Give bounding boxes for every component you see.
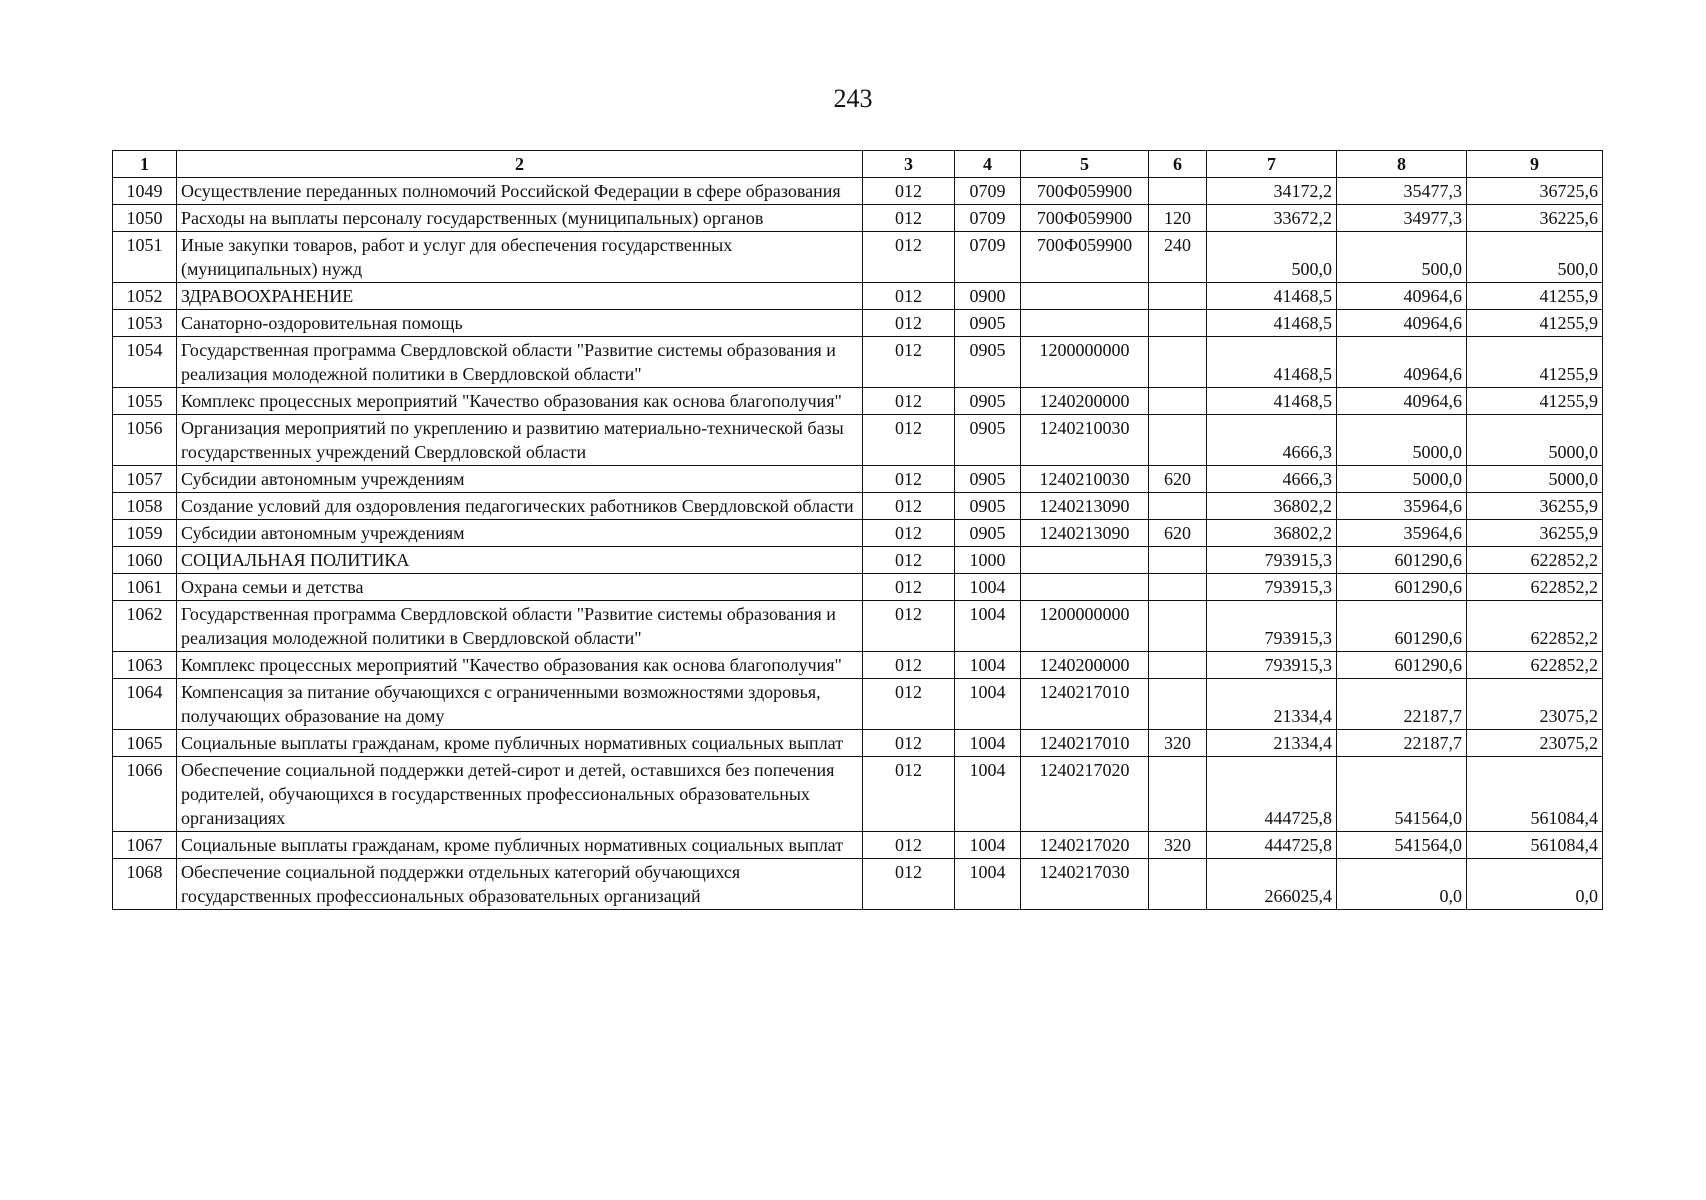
table-row <box>113 520 1603 547</box>
row-number-cell: 1049 <box>113 178 177 205</box>
row-number-cell: 1052 <box>113 283 177 310</box>
table-row <box>113 415 1603 466</box>
row-number-cell: 1068 <box>113 859 177 910</box>
expense-type-cell <box>1149 757 1207 832</box>
amount-col8-cell: 601290,6 <box>1337 574 1467 601</box>
amount-col9-cell: 5000,0 <box>1467 415 1603 466</box>
expense-type-cell: 620 <box>1149 520 1207 547</box>
section-code-cell: 0905 <box>955 337 1021 388</box>
table-row <box>113 337 1603 388</box>
target-article-cell: 1240210030 <box>1021 466 1149 493</box>
description-cell: Обеспечение социальной поддержки отдельных категорий обучающихся государственных профессиональных образовательных организаций <box>177 859 863 910</box>
description-cell: Социальные выплаты гражданам, кроме публичных нормативных социальных выплат <box>177 730 863 757</box>
amount-col9-cell: 0,0 <box>1467 859 1603 910</box>
target-article-cell: 1240217010 <box>1021 730 1149 757</box>
budget-table <box>112 150 1603 910</box>
amount-col9-cell: 5000,0 <box>1467 466 1603 493</box>
expense-type-cell <box>1149 679 1207 730</box>
amount-col9-cell: 41255,9 <box>1467 337 1603 388</box>
expense-type-cell: 120 <box>1149 205 1207 232</box>
amount-col8-cell: 40964,6 <box>1337 283 1467 310</box>
target-article-cell: 1240217010 <box>1021 679 1149 730</box>
table-row <box>113 232 1603 283</box>
amount-col9-cell: 41255,9 <box>1467 388 1603 415</box>
section-code-cell: 0905 <box>955 466 1021 493</box>
row-number-cell: 1056 <box>113 415 177 466</box>
expense-type-cell <box>1149 310 1207 337</box>
target-article-cell: 700Ф059900 <box>1021 178 1149 205</box>
amount-col9-cell: 622852,2 <box>1467 574 1603 601</box>
expense-type-cell <box>1149 388 1207 415</box>
amount-col8-cell: 35964,6 <box>1337 520 1467 547</box>
description-cell: Социальные выплаты гражданам, кроме публичных нормативных социальных выплат <box>177 832 863 859</box>
ministry-code-cell: 012 <box>863 232 955 283</box>
amount-col9-cell: 23075,2 <box>1467 679 1603 730</box>
amount-col7-cell: 4666,3 <box>1207 466 1337 493</box>
section-code-cell: 1000 <box>955 547 1021 574</box>
row-number-cell: 1050 <box>113 205 177 232</box>
expense-type-cell: 320 <box>1149 832 1207 859</box>
description-cell: Компенсация за питание обучающихся с ограниченными возможностями здоровья, получающих образование на дому <box>177 679 863 730</box>
ministry-code-cell: 012 <box>863 574 955 601</box>
target-article-cell: 1240210030 <box>1021 415 1149 466</box>
amount-col7-cell: 793915,3 <box>1207 574 1337 601</box>
page-number: 243 <box>833 84 873 113</box>
ministry-code-cell: 012 <box>863 757 955 832</box>
amount-col8-cell: 541564,0 <box>1337 757 1467 832</box>
table-row <box>113 832 1603 859</box>
row-number-cell: 1067 <box>113 832 177 859</box>
ministry-code-cell: 012 <box>863 337 955 388</box>
amount-col7-cell: 41468,5 <box>1207 310 1337 337</box>
expense-type-cell <box>1149 652 1207 679</box>
row-number-cell: 1062 <box>113 601 177 652</box>
target-article-cell <box>1021 547 1149 574</box>
description-cell: Создание условий для оздоровления педагогических работников Свердловской области <box>177 493 863 520</box>
amount-col7-cell: 21334,4 <box>1207 679 1337 730</box>
header-cell-4: 4 <box>955 151 1021 178</box>
amount-col7-cell: 444725,8 <box>1207 832 1337 859</box>
table-row <box>113 283 1603 310</box>
table-row <box>113 859 1603 910</box>
description-cell: Комплекс процессных мероприятий "Качество образования как основа благополучия" <box>177 388 863 415</box>
table-row <box>113 601 1603 652</box>
section-code-cell: 0905 <box>955 388 1021 415</box>
amount-col8-cell: 34977,3 <box>1337 205 1467 232</box>
expense-type-cell <box>1149 415 1207 466</box>
amount-col9-cell: 561084,4 <box>1467 832 1603 859</box>
row-number-cell: 1065 <box>113 730 177 757</box>
amount-col7-cell: 36802,2 <box>1207 520 1337 547</box>
header-cell-5: 5 <box>1021 151 1149 178</box>
target-article-cell: 1240217030 <box>1021 859 1149 910</box>
table-row <box>113 757 1603 832</box>
description-cell: Государственная программа Свердловской области "Развитие системы образования и реализация молодежной политики в Свердловской области" <box>177 601 863 652</box>
amount-col7-cell: 793915,3 <box>1207 601 1337 652</box>
section-code-cell: 0709 <box>955 205 1021 232</box>
amount-col7-cell: 266025,4 <box>1207 859 1337 910</box>
amount-col8-cell: 5000,0 <box>1337 415 1467 466</box>
table-row <box>113 493 1603 520</box>
ministry-code-cell: 012 <box>863 415 955 466</box>
section-code-cell: 1004 <box>955 757 1021 832</box>
target-article-cell: 1240217020 <box>1021 832 1149 859</box>
row-number-cell: 1054 <box>113 337 177 388</box>
amount-col8-cell: 601290,6 <box>1337 547 1467 574</box>
table-header-row <box>113 151 1603 178</box>
amount-col8-cell: 500,0 <box>1337 232 1467 283</box>
ministry-code-cell: 012 <box>863 601 955 652</box>
description-cell: Охрана семьи и детства <box>177 574 863 601</box>
amount-col9-cell: 622852,2 <box>1467 652 1603 679</box>
row-number-cell: 1059 <box>113 520 177 547</box>
amount-col9-cell: 500,0 <box>1467 232 1603 283</box>
amount-col9-cell: 41255,9 <box>1467 310 1603 337</box>
amount-col8-cell: 40964,6 <box>1337 337 1467 388</box>
amount-col7-cell: 4666,3 <box>1207 415 1337 466</box>
header-cell-3: 3 <box>863 151 955 178</box>
section-code-cell: 0709 <box>955 178 1021 205</box>
description-cell: Санаторно-оздоровительная помощь <box>177 310 863 337</box>
description-cell: Субсидии автономным учреждениям <box>177 520 863 547</box>
description-cell: СОЦИАЛЬНАЯ ПОЛИТИКА <box>177 547 863 574</box>
table-row <box>113 652 1603 679</box>
ministry-code-cell: 012 <box>863 679 955 730</box>
section-code-cell: 0905 <box>955 415 1021 466</box>
amount-col7-cell: 41468,5 <box>1207 283 1337 310</box>
amount-col8-cell: 0,0 <box>1337 859 1467 910</box>
ministry-code-cell: 012 <box>863 283 955 310</box>
header-cell-7: 7 <box>1207 151 1337 178</box>
row-number-cell: 1057 <box>113 466 177 493</box>
amount-col8-cell: 40964,6 <box>1337 310 1467 337</box>
expense-type-cell <box>1149 601 1207 652</box>
amount-col8-cell: 35477,3 <box>1337 178 1467 205</box>
amount-col9-cell: 36255,9 <box>1467 493 1603 520</box>
expense-type-cell: 240 <box>1149 232 1207 283</box>
section-code-cell: 1004 <box>955 652 1021 679</box>
amount-col8-cell: 601290,6 <box>1337 601 1467 652</box>
expense-type-cell <box>1149 493 1207 520</box>
section-code-cell: 1004 <box>955 859 1021 910</box>
section-code-cell: 0905 <box>955 493 1021 520</box>
section-code-cell: 1004 <box>955 832 1021 859</box>
table-row <box>113 310 1603 337</box>
section-code-cell: 1004 <box>955 730 1021 757</box>
target-article-cell: 700Ф059900 <box>1021 232 1149 283</box>
row-number-cell: 1060 <box>113 547 177 574</box>
row-number-cell: 1053 <box>113 310 177 337</box>
expense-type-cell <box>1149 283 1207 310</box>
target-article-cell: 1240213090 <box>1021 520 1149 547</box>
ministry-code-cell: 012 <box>863 832 955 859</box>
amount-col9-cell: 36255,9 <box>1467 520 1603 547</box>
ministry-code-cell: 012 <box>863 859 955 910</box>
section-code-cell: 0709 <box>955 232 1021 283</box>
expense-type-cell <box>1149 337 1207 388</box>
row-number-cell: 1064 <box>113 679 177 730</box>
ministry-code-cell: 012 <box>863 730 955 757</box>
target-article-cell <box>1021 574 1149 601</box>
header-cell-8: 8 <box>1337 151 1467 178</box>
target-article-cell <box>1021 283 1149 310</box>
amount-col8-cell: 22187,7 <box>1337 730 1467 757</box>
target-article-cell: 1240200000 <box>1021 652 1149 679</box>
ministry-code-cell: 012 <box>863 493 955 520</box>
ministry-code-cell: 012 <box>863 652 955 679</box>
description-cell: Осуществление переданных полномочий Российской Федерации в сфере образования <box>177 178 863 205</box>
expense-type-cell: 320 <box>1149 730 1207 757</box>
table-row <box>113 679 1603 730</box>
amount-col7-cell: 793915,3 <box>1207 652 1337 679</box>
description-cell: Субсидии автономным учреждениям <box>177 466 863 493</box>
target-article-cell: 1240217020 <box>1021 757 1149 832</box>
expense-type-cell: 620 <box>1149 466 1207 493</box>
amount-col9-cell: 23075,2 <box>1467 730 1603 757</box>
description-cell: Обеспечение социальной поддержки детей-сирот и детей, оставшихся без попечения родителей, обучающихся в государственных профессиональных образовательных организациях <box>177 757 863 832</box>
amount-col7-cell: 21334,4 <box>1207 730 1337 757</box>
expense-type-cell <box>1149 178 1207 205</box>
amount-col9-cell: 561084,4 <box>1467 757 1603 832</box>
amount-col8-cell: 22187,7 <box>1337 679 1467 730</box>
description-cell: ЗДРАВООХРАНЕНИЕ <box>177 283 863 310</box>
amount-col9-cell: 36225,6 <box>1467 205 1603 232</box>
amount-col8-cell: 5000,0 <box>1337 466 1467 493</box>
ministry-code-cell: 012 <box>863 520 955 547</box>
description-cell: Расходы на выплаты персоналу государственных (муниципальных) органов <box>177 205 863 232</box>
table-row <box>113 205 1603 232</box>
section-code-cell: 0905 <box>955 520 1021 547</box>
amount-col7-cell: 41468,5 <box>1207 388 1337 415</box>
row-number-cell: 1058 <box>113 493 177 520</box>
amount-col7-cell: 33672,2 <box>1207 205 1337 232</box>
table-row <box>113 574 1603 601</box>
ministry-code-cell: 012 <box>863 310 955 337</box>
header-cell-9: 9 <box>1467 151 1603 178</box>
ministry-code-cell: 012 <box>863 466 955 493</box>
amount-col7-cell: 41468,5 <box>1207 337 1337 388</box>
table-row <box>113 178 1603 205</box>
amount-col7-cell: 793915,3 <box>1207 547 1337 574</box>
amount-col7-cell: 36802,2 <box>1207 493 1337 520</box>
amount-col9-cell: 622852,2 <box>1467 547 1603 574</box>
description-cell: Государственная программа Свердловской области "Развитие системы образования и реализация молодежной политики в Свердловской области" <box>177 337 863 388</box>
amount-col9-cell: 41255,9 <box>1467 283 1603 310</box>
row-number-cell: 1063 <box>113 652 177 679</box>
target-article-cell: 700Ф059900 <box>1021 205 1149 232</box>
section-code-cell: 0900 <box>955 283 1021 310</box>
row-number-cell: 1061 <box>113 574 177 601</box>
target-article-cell: 1240200000 <box>1021 388 1149 415</box>
amount-col8-cell: 35964,6 <box>1337 493 1467 520</box>
section-code-cell: 1004 <box>955 574 1021 601</box>
amount-col8-cell: 541564,0 <box>1337 832 1467 859</box>
header-cell-6: 6 <box>1149 151 1207 178</box>
table-row <box>113 547 1603 574</box>
ministry-code-cell: 012 <box>863 205 955 232</box>
amount-col9-cell: 36725,6 <box>1467 178 1603 205</box>
expense-type-cell <box>1149 859 1207 910</box>
table-row <box>113 388 1603 415</box>
row-number-cell: 1055 <box>113 388 177 415</box>
expense-type-cell <box>1149 547 1207 574</box>
table-body <box>113 178 1603 910</box>
row-number-cell: 1066 <box>113 757 177 832</box>
section-code-cell: 1004 <box>955 601 1021 652</box>
section-code-cell: 1004 <box>955 679 1021 730</box>
target-article-cell <box>1021 310 1149 337</box>
target-article-cell: 1200000000 <box>1021 337 1149 388</box>
amount-col9-cell: 622852,2 <box>1467 601 1603 652</box>
description-cell: Комплекс процессных мероприятий "Качество образования как основа благополучия" <box>177 652 863 679</box>
target-article-cell: 1200000000 <box>1021 601 1149 652</box>
ministry-code-cell: 012 <box>863 388 955 415</box>
description-cell: Организация мероприятий по укреплению и развитию материально-технической базы государственных учреждений Свердловской области <box>177 415 863 466</box>
amount-col7-cell: 444725,8 <box>1207 757 1337 832</box>
section-code-cell: 0905 <box>955 310 1021 337</box>
row-number-cell: 1051 <box>113 232 177 283</box>
header-cell-1: 1 <box>113 151 177 178</box>
table-row <box>113 466 1603 493</box>
amount-col7-cell: 34172,2 <box>1207 178 1337 205</box>
ministry-code-cell: 012 <box>863 547 955 574</box>
amount-col7-cell: 500,0 <box>1207 232 1337 283</box>
amount-col8-cell: 40964,6 <box>1337 388 1467 415</box>
table-row <box>113 730 1603 757</box>
expense-type-cell <box>1149 574 1207 601</box>
header-cell-2: 2 <box>177 151 863 178</box>
ministry-code-cell: 012 <box>863 178 955 205</box>
amount-col8-cell: 601290,6 <box>1337 652 1467 679</box>
description-cell: Иные закупки товаров, работ и услуг для обеспечения государственных (муниципальных) нужд <box>177 232 863 283</box>
target-article-cell: 1240213090 <box>1021 493 1149 520</box>
